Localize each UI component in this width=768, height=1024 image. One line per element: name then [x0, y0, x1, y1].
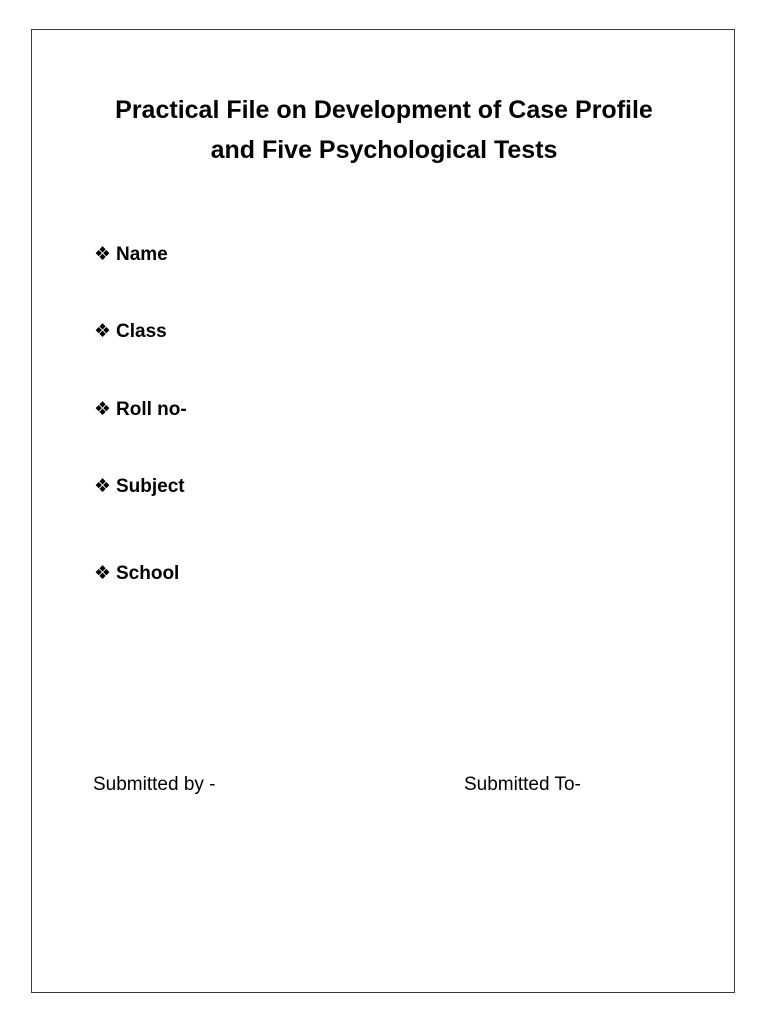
field-name — [94, 243, 168, 267]
title-line-2: and Five Psychological Tests — [210, 136, 558, 164]
field-label: Roll no- — [116, 399, 187, 420]
field-school — [94, 562, 179, 586]
field-label: Class — [116, 321, 167, 342]
field-label: Name — [116, 244, 168, 265]
diamond-bullet-icon: ❖ — [94, 244, 112, 265]
diamond-bullet-icon: ❖ — [94, 399, 112, 420]
document-title — [32, 90, 736, 170]
submitted-by-label: Submitted by - — [93, 774, 216, 795]
field-subject — [94, 475, 185, 499]
title-line-1: Practical File on Development of Case Profile — [115, 96, 653, 124]
diamond-bullet-icon: ❖ — [94, 476, 112, 497]
field-roll-no — [94, 398, 187, 422]
field-label: School — [116, 563, 180, 584]
diamond-bullet-icon: ❖ — [94, 321, 112, 342]
field-class — [94, 320, 167, 344]
field-label: Subject — [116, 476, 185, 497]
submitted-to-label: Submitted To- — [464, 774, 581, 795]
diamond-bullet-icon: ❖ — [94, 563, 112, 584]
page-frame — [31, 29, 735, 993]
